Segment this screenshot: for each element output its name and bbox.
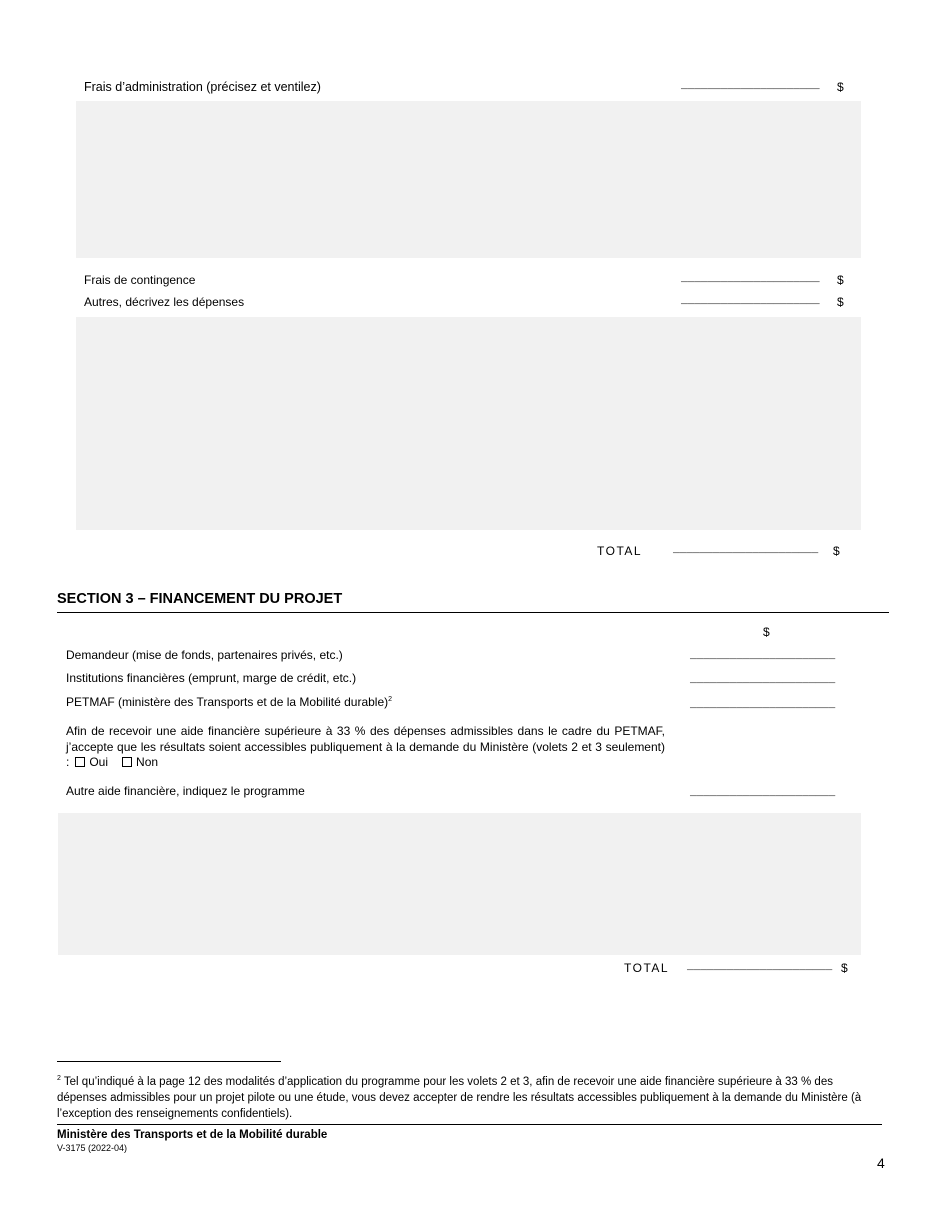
publication-consent-text: Afin de recevoir une aide financière supérieure à 33 % des dépenses admissibles dans le cadre du PETMAF, j’accepte que les résultats soient accessibles publiquement à la demande du Ministère (volets 2 et 3 seulement) : Oui Non: [66, 724, 665, 769]
funding-total-currency: $: [841, 961, 848, 975]
consent-yes-checkbox[interactable]: [75, 757, 85, 767]
footnote-text: Tel qu’indiqué à la page 12 des modalités d’application du programme pour les volets 2 et 3, afin de recevoir une aide financière supérieure à 33 % des dépenses admissibles pour un projet pilote ou une étude, vous devez accepter de rendre les résultats accessibles publiquement à la demande du Ministère (à l’exception des renseignements confidentiels).: [57, 1075, 862, 1120]
footnote-2: [57, 1071, 886, 1122]
institutions-funding-label: Institutions financières (emprunt, marge de crédit, etc.): [66, 671, 357, 685]
admin-fees-currency: $: [837, 80, 844, 94]
petmaf-funding-label: PETMAF (ministère des Transports et de la Mobilité durable)$^2$: [66, 695, 393, 709]
expenses-total-currency: $: [833, 544, 840, 558]
footnote-ref-2: 2: [388, 696, 393, 703]
consent-no-label: Non: [136, 755, 159, 769]
other-expenses-currency: $: [837, 295, 844, 309]
admin-fees-amount-field[interactable]: _____________________: [681, 80, 820, 92]
contingency-fees-amount-field[interactable]: _____________________: [681, 273, 820, 285]
applicant-funding-label: Demandeur (mise de fonds, partenaires privés, etc.): [66, 648, 343, 662]
ministry-name: Ministère des Transports et de la Mobilité durable: [57, 1129, 328, 1141]
footer-divider: [57, 1124, 882, 1125]
expenses-total-field[interactable]: ______________________: [673, 544, 819, 556]
contingency-fees-label: Frais de contingence: [84, 273, 196, 287]
other-aid-field[interactable]: ______________________: [690, 787, 836, 799]
footnote-divider: [57, 1061, 281, 1062]
other-expenses-details-textarea[interactable]: [76, 317, 861, 530]
form-code: V-3175 (2022-04): [57, 1143, 128, 1153]
funding-total-label: TOTAL: [624, 961, 670, 975]
section-3-title: SECTION 3 – FINANCEMENT DU PROJET: [57, 591, 343, 607]
section-3-divider: [57, 612, 889, 613]
petmaf-funding-field[interactable]: ______________________: [690, 699, 836, 711]
other-expenses-amount-field[interactable]: _____________________: [681, 295, 820, 307]
applicant-funding-field[interactable]: ______________________: [690, 650, 836, 662]
consent-no-checkbox[interactable]: [122, 757, 132, 767]
expenses-total-label: TOTAL: [597, 544, 643, 558]
funding-total-field[interactable]: ______________________: [687, 961, 833, 973]
contingency-fees-currency: $: [837, 273, 844, 287]
other-expenses-label: Autres, décrivez les dépenses: [84, 295, 245, 309]
admin-fees-details-textarea[interactable]: [76, 101, 861, 258]
funding-currency-header: $: [763, 625, 770, 639]
other-aid-program-textarea[interactable]: [58, 813, 861, 955]
admin-fees-label: Frais d’administration (précisez et ventilez): [84, 80, 321, 94]
institutions-funding-field[interactable]: ______________________: [690, 674, 836, 686]
consent-yes-label: Oui: [89, 755, 109, 769]
footnote-number: 2: [57, 1075, 61, 1082]
other-aid-label: Autre aide financière, indiquez le programme: [66, 784, 305, 798]
page-number: 4: [877, 1155, 885, 1171]
